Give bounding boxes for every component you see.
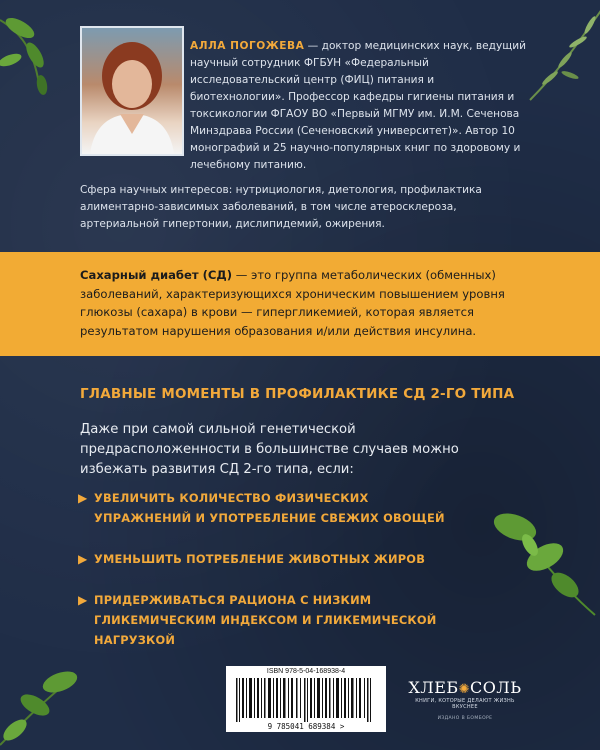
list-item-text: УВЕЛИЧИТЬ КОЛИЧЕСТВО ФИЗИЧЕСКИХ УПРАЖНЕНИЙ И УПОТРЕБЛЕНИЕ СВЕЖИХ ОВОЩЕЙ <box>94 491 445 525</box>
rosemary-top-right-decoration <box>520 0 600 110</box>
parsley-top-left-decoration <box>0 0 70 110</box>
isbn-digits: 9 785041 689384 > <box>267 722 345 731</box>
definition-paragraph <box>80 266 520 340</box>
parsley-bottom-left-decoration <box>0 660 100 750</box>
sun-icon: ✺ <box>458 682 471 697</box>
author-portrait-illustration <box>82 28 182 154</box>
publisher-wordmark-right: СОЛЬ <box>470 678 522 697</box>
list-item <box>78 590 458 650</box>
research-interests: Сфера научных интересов: нутрициология, диетология, профилактика алиментарно-зависимых заболеваний, в том числе атеросклероза, артериальной гипертонии, дислипидемий, ожирения. <box>80 184 482 230</box>
author-photo <box>80 26 184 156</box>
publisher-wordmark-left: ХЛЕБ <box>408 678 459 697</box>
author-bio-text: — доктор медицинских наук, ведущий научный сотрудник ФГБУН «Федеральный исследовательский центр (ФИЦ) питания и биотехнологии». Профессор кафедры гигиены питания и токсикологии ФГАОУ ВО «Первый МГМУ им. И.М. Сеченова Минздрава России (Сеченовский университет)». Автор 10 монографий и 25 научно-популярных книг по здоровому и лечебному питанию. <box>190 40 526 171</box>
barcode-graphic <box>236 678 376 722</box>
list-item <box>78 549 458 569</box>
definition-text: — это группа метаболических (обменных) заболеваний, характеризующихся хроническим повышением уровня глюкозы (сахара) в крови — гипергликемией, которая является результатом нарушения образования и/или действия инсулина. <box>80 268 505 338</box>
definition-term: Сахарный диабет (СД) <box>80 268 233 282</box>
publisher-wordmark <box>405 678 525 697</box>
publisher-logo <box>405 678 525 721</box>
list-item-text: УМЕНЬШИТЬ ПОТРЕБЛЕНИЕ ЖИВОТНЫХ ЖИРОВ <box>94 552 426 566</box>
list-item <box>78 488 458 528</box>
arrow-right-icon: ▶ <box>78 593 88 607</box>
parsley-right-decoration <box>470 495 600 625</box>
prevention-heading: ГЛАВНЫЕ МОМЕНТЫ В ПРОФИЛАКТИКЕ СД 2-ГО ТИПА <box>80 386 515 402</box>
arrow-right-icon: ▶ <box>78 552 88 566</box>
isbn-label: ISBN 978-5-04-168938-4 <box>266 668 346 675</box>
prevention-intro: Даже при самой сильной генетической предрасположенности в большинстве случаев можно избежать развития СД 2-го типа, если: <box>80 422 459 477</box>
publisher-imprint: ИЗДАНО В БОМБОРЕ <box>437 716 493 721</box>
arrow-right-icon: ▶ <box>78 491 88 505</box>
list-item-text: ПРИДЕРЖИВАТЬСЯ РАЦИОНА С НИЗКИМ ГЛИКЕМИЧЕСКИМ ИНДЕКСОМ И ГЛИКЕМИЧЕСКОЙ НАГРУЗКОЙ <box>94 593 437 647</box>
author-name: АЛЛА ПОГОЖЕВА <box>190 40 305 52</box>
definition-band <box>0 252 600 356</box>
prevention-list <box>78 488 458 671</box>
publisher-tagline: КНИГИ, КОТОРЫЕ ДЕЛАЮТ ЖИЗНЬ ВКУСНЕЕ <box>415 698 515 710</box>
isbn-barcode-box <box>226 666 386 732</box>
author-bio <box>190 38 530 174</box>
